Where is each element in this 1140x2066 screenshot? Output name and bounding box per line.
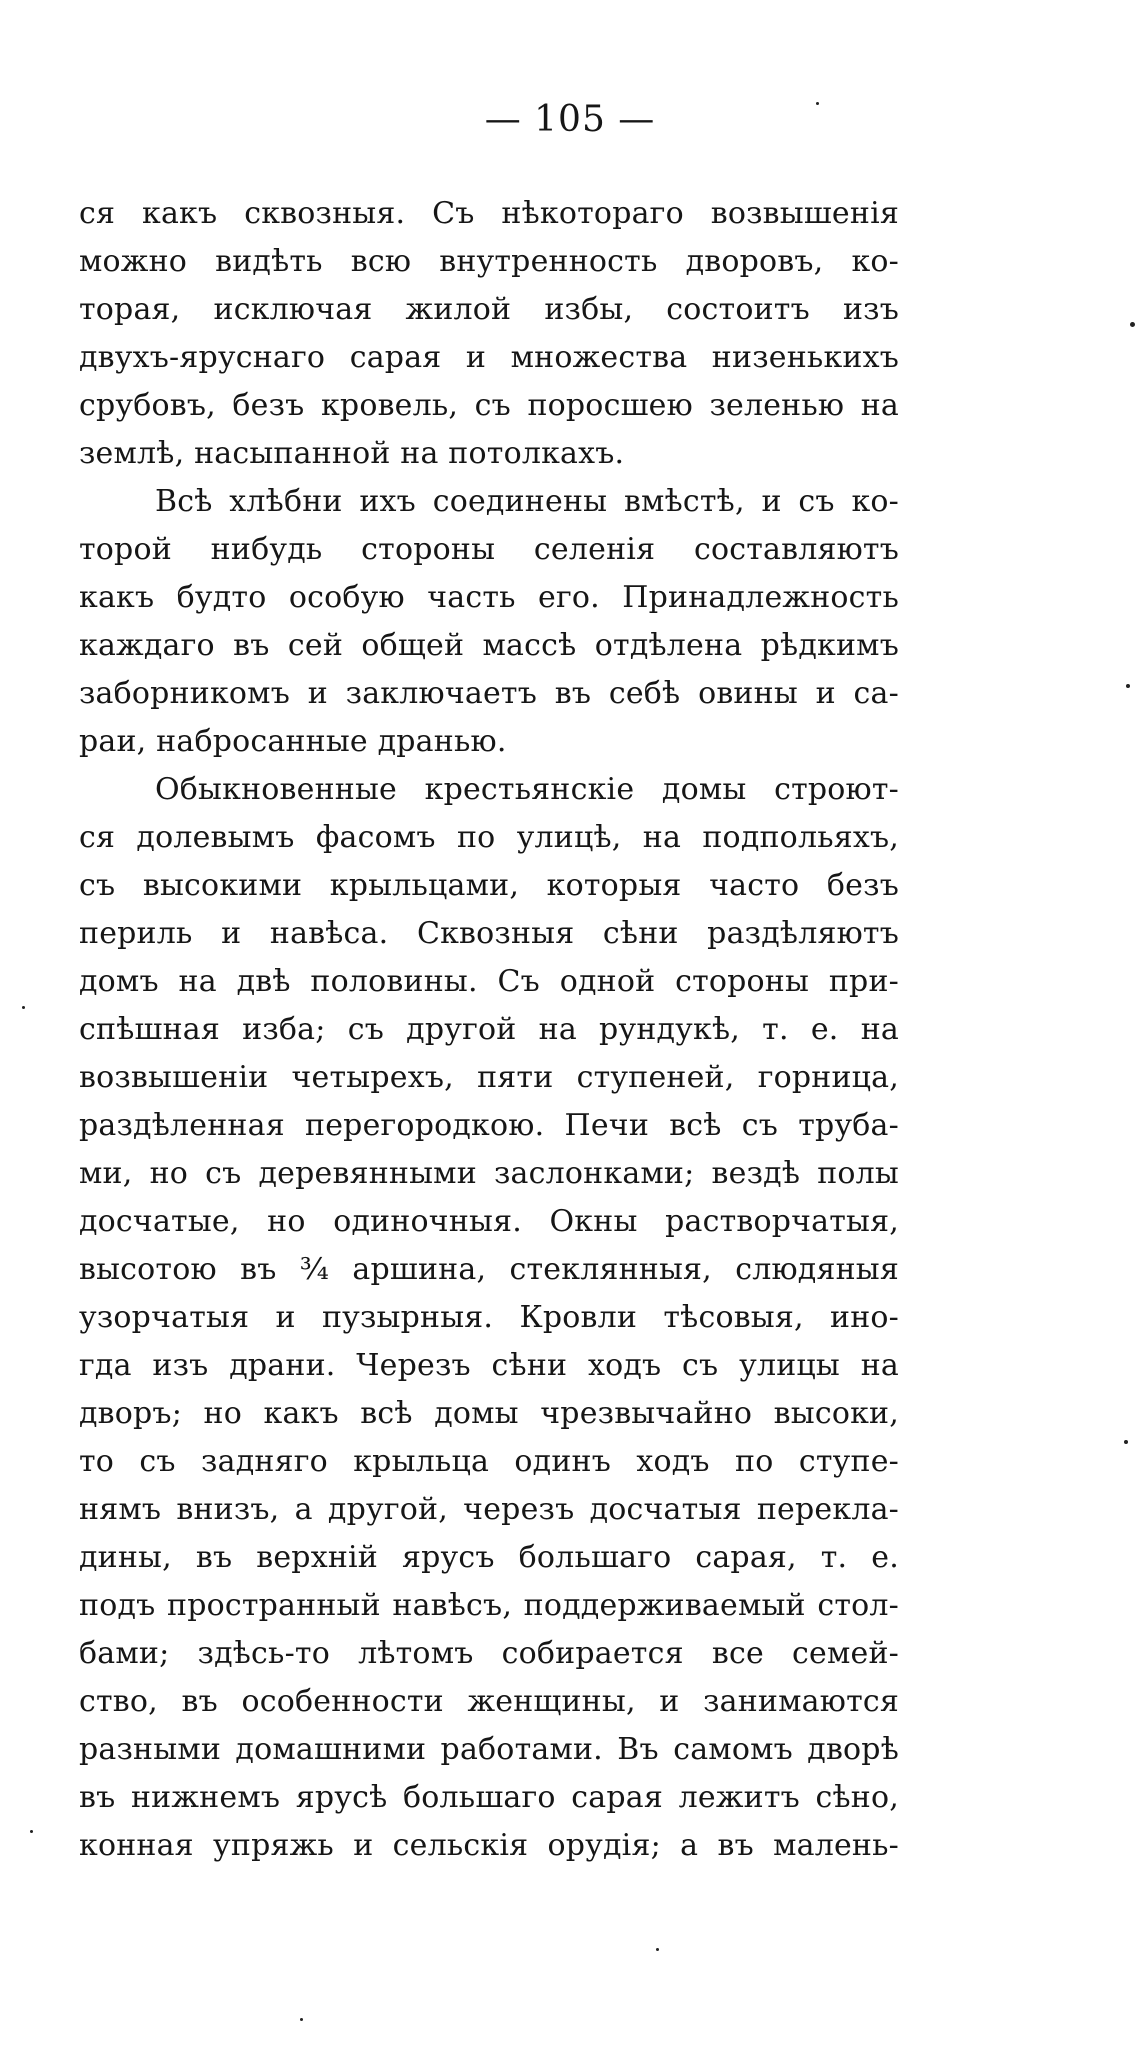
text-line: каждаго въ сей общей массѣ отдѣлена рѣдкимъ	[79, 628, 899, 663]
text-line: раздѣленная перегородкою. Печи всѣ съ труба-	[79, 1108, 899, 1143]
text-line: торая, исключая жилой избы, состоитъ изъ	[79, 292, 899, 327]
text-line: дины, въ верхній ярусъ большаго сарая, т. е.	[79, 1540, 899, 1575]
text-line: то съ задняго крыльца одинъ ходъ по ступе-	[79, 1444, 899, 1479]
text-line: дворъ; но какъ всѣ домы чрезвычайно высоки,	[79, 1396, 899, 1431]
text-line: двухъ-яруснаго сарая и множества низенькихъ	[79, 340, 899, 375]
text-line: съ высокими крыльцами, которыя часто безъ	[79, 868, 899, 903]
text-line: бами; здѣсь-то лѣтомъ собирается все семей-	[79, 1636, 899, 1671]
text-line: ся какъ сквозныя. Съ нѣкотораго возвышенія	[79, 196, 899, 231]
text-line: какъ будто особую часть его. Принадлежность	[79, 580, 899, 615]
scan-speck	[300, 2018, 303, 2021]
text-line: высотою въ ¾ аршина, стеклянныя, слюдяныя	[79, 1252, 899, 1287]
body-text	[79, 190, 899, 1870]
paragraph-end-line: землѣ, насыпанной на потолкахъ.	[79, 436, 625, 471]
scan-speck	[30, 1830, 33, 1833]
text-line: можно видѣть всю внутренность дворовъ, ко-	[79, 244, 899, 279]
text-line: гда изъ драни. Черезъ сѣни ходъ съ улицы на	[79, 1348, 899, 1383]
text-line: спѣшная изба; съ другой на рундукѣ, т. е. на	[79, 1012, 899, 1047]
scan-speck	[1126, 684, 1130, 688]
text-line: подъ пространный навѣсъ, поддерживаемый стол-	[79, 1588, 899, 1623]
paragraph-end-line: раи, набросанные дранью.	[79, 724, 507, 759]
text-line: ся долевымъ фасомъ по улицѣ, на подпольяхъ,	[79, 820, 899, 855]
paragraph-start-line: Обыкновенные крестьянскіе домы строют-	[155, 772, 899, 807]
scan-speck	[656, 1948, 659, 1951]
text-line: срубовъ, безъ кровель, съ поросшею зеленью на	[79, 388, 899, 423]
scan-speck	[22, 1006, 25, 1009]
text-line: досчатые, но одиночныя. Окны растворчатыя,	[79, 1204, 899, 1239]
text-line: разными домашними работами. Въ самомъ дворѣ	[79, 1732, 899, 1767]
text-line: въ нижнемъ ярусѣ большаго сарая лежитъ сѣно,	[79, 1780, 899, 1815]
text-line: узорчатыя и пузырныя. Кровли тѣсовыя, ино-	[79, 1300, 899, 1335]
text-line: ми, но съ деревянными заслонками; вездѣ полы	[79, 1156, 899, 1191]
text-line: торой нибудь стороны селенія составляютъ	[79, 532, 899, 567]
text-line: возвышеніи четырехъ, пяти ступеней, горница,	[79, 1060, 899, 1095]
page-number: — 105 —	[484, 99, 656, 140]
text-line: конная упряжь и сельскія орудія; а въ малень-	[79, 1828, 899, 1863]
text-line: ство, въ особенности женщины, и занимаются	[79, 1684, 899, 1719]
scan-speck	[816, 102, 819, 105]
text-line: домъ на двѣ половины. Съ одной стороны при-	[79, 964, 899, 999]
scan-speck	[1130, 322, 1135, 327]
paragraph-start-line: Всѣ хлѣбни ихъ соединены вмѣстѣ, и съ ко-	[155, 484, 899, 519]
text-line: нямъ внизъ, а другой, черезъ досчатыя перекла-	[79, 1492, 899, 1527]
scan-speck	[1124, 1440, 1128, 1444]
text-line: периль и навѣса. Сквозныя сѣни раздѣляютъ	[79, 916, 899, 951]
text-line: заборникомъ и заключаетъ въ себѣ овины и са-	[79, 676, 899, 711]
